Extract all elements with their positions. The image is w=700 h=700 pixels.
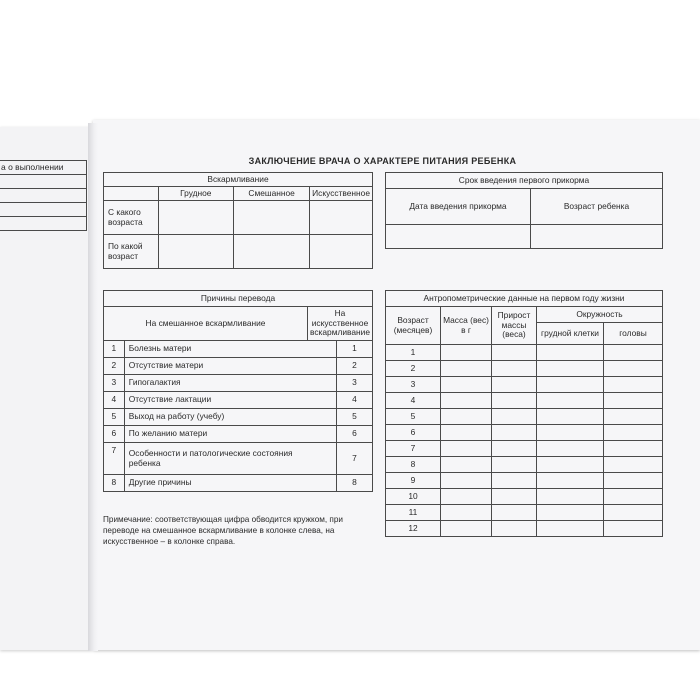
- anthro-cell: [492, 409, 537, 425]
- anthro-cell: [537, 505, 604, 521]
- footnote: Примечание: соответствующая цифра обводится кружком, при переводе на смешанное вскармливание в колонке слева, на искусственное – в колонке справа.: [103, 515, 343, 547]
- anthro-cell: [537, 377, 604, 393]
- reason-spacer: [307, 375, 336, 392]
- anthro-cell: [537, 441, 604, 457]
- complementary-table: [385, 172, 663, 249]
- anthro-cell: [441, 377, 492, 393]
- page-title: ЗАКЛЮЧЕНИЕ ВРАЧА О ХАРАКТЕРЕ ПИТАНИЯ РЕБЕНКА: [248, 156, 517, 166]
- reason-text: Другие причины: [124, 475, 307, 492]
- anthro-cell: [492, 425, 537, 441]
- anthro-cell: [441, 409, 492, 425]
- anthro-cell: [537, 393, 604, 409]
- feeding-cell: [234, 201, 310, 235]
- anthro-cell: [604, 393, 663, 409]
- book-gutter: [88, 123, 98, 651]
- anthro-cell: [441, 521, 492, 537]
- anthro-cell: [441, 425, 492, 441]
- anthro-cell: [604, 521, 663, 537]
- reason-number-left: 8: [104, 475, 125, 492]
- reason-text: Болезнь матери: [124, 341, 307, 358]
- reason-text: По желанию матери: [124, 426, 307, 443]
- reason-number-left: 6: [104, 426, 125, 443]
- left-page-row: [0, 217, 87, 231]
- left-page-row: [0, 175, 87, 189]
- reason-number-left: 3: [104, 375, 125, 392]
- feeding-col-artificial: Искусственное: [310, 187, 373, 201]
- feeding-cell: [310, 235, 373, 269]
- reason-text: Выход на работу (учебу): [124, 409, 307, 426]
- reasons-heading: Причины перевода: [104, 291, 373, 307]
- anthro-cell: [537, 489, 604, 505]
- complementary-cell: [386, 225, 531, 249]
- left-page: [0, 127, 92, 650]
- anthro-month: 10: [386, 489, 441, 505]
- anthro-cell: [441, 441, 492, 457]
- anthro-cell: [441, 457, 492, 473]
- anthro-cell: [441, 393, 492, 409]
- feeding-cell: [234, 235, 310, 269]
- anthro-col-gain: Прирост массы (веса): [492, 307, 537, 345]
- feeding-col-breast: Грудное: [158, 187, 234, 201]
- reason-number-right: 3: [336, 375, 372, 392]
- anthro-cell: [537, 361, 604, 377]
- left-page-row: [0, 203, 87, 217]
- feeding-cell: [310, 201, 373, 235]
- anthro-cell: [492, 361, 537, 377]
- feeding-heading: Вскармливание: [104, 173, 373, 187]
- anthro-month: 4: [386, 393, 441, 409]
- reason-spacer: [307, 358, 336, 375]
- anthro-cell: [604, 441, 663, 457]
- anthro-cell: [492, 393, 537, 409]
- anthro-cell: [537, 345, 604, 361]
- anthro-cell: [604, 505, 663, 521]
- anthro-cell: [492, 489, 537, 505]
- anthro-month: 12: [386, 521, 441, 537]
- anthro-cell: [604, 489, 663, 505]
- reason-number-right: 5: [336, 409, 372, 426]
- feeding-cell: [158, 235, 234, 269]
- anthro-cell: [604, 345, 663, 361]
- left-page-row: [0, 189, 87, 203]
- anthro-cell: [492, 345, 537, 361]
- reason-number-right: 8: [336, 475, 372, 492]
- anthro-month: 8: [386, 457, 441, 473]
- reason-number-right: 2: [336, 358, 372, 375]
- feeding-corner: [104, 187, 159, 201]
- anthro-cell: [537, 521, 604, 537]
- anthro-month: 7: [386, 441, 441, 457]
- reason-spacer: [307, 341, 336, 358]
- reason-spacer: [307, 392, 336, 409]
- complementary-col-age: Возраст ребенка: [531, 189, 663, 225]
- anthro-month: 5: [386, 409, 441, 425]
- left-page-table: [0, 160, 87, 231]
- reason-spacer: [307, 409, 336, 426]
- reason-number-left: 4: [104, 392, 125, 409]
- reasons-col-artificial: На искусственное вскармливание: [307, 307, 372, 341]
- reason-text: Отсутствие лактации: [124, 392, 307, 409]
- anthro-cell: [537, 425, 604, 441]
- reason-number-right: 7: [336, 443, 372, 475]
- anthro-cell: [441, 505, 492, 521]
- anthro-cell: [604, 425, 663, 441]
- anthro-cell: [604, 457, 663, 473]
- anthro-cell: [441, 345, 492, 361]
- reason-text: Гипогалактия: [124, 375, 307, 392]
- anthro-month: 11: [386, 505, 441, 521]
- anthro-month: 2: [386, 361, 441, 377]
- reason-spacer: [307, 475, 336, 492]
- anthro-cell: [492, 521, 537, 537]
- feeding-col-mixed: Смешанное: [234, 187, 310, 201]
- anthro-col-head: головы: [604, 323, 663, 345]
- reason-number-left: 1: [104, 341, 125, 358]
- reason-number-right: 4: [336, 392, 372, 409]
- reason-spacer: [307, 426, 336, 443]
- anthro-cell: [492, 377, 537, 393]
- anthro-cell: [492, 473, 537, 489]
- anthro-cell: [604, 377, 663, 393]
- anthro-col-mass: Масса (вес) в г: [441, 307, 492, 345]
- reason-number-right: 1: [336, 341, 372, 358]
- feeding-table: [103, 172, 373, 269]
- reason-text: Особенности и патологические состояния ребенка: [124, 443, 307, 475]
- anthro-month: 3: [386, 377, 441, 393]
- anthro-cell: [604, 361, 663, 377]
- reason-spacer: [307, 443, 336, 475]
- anthro-cell: [604, 473, 663, 489]
- anthro-cell: [441, 489, 492, 505]
- anthro-col-circumference: Окружность: [537, 307, 663, 323]
- anthro-col-age: Возраст (месяцев): [386, 307, 441, 345]
- anthro-cell: [441, 361, 492, 377]
- anthro-month: 6: [386, 425, 441, 441]
- reason-text: Отсутствие матери: [124, 358, 307, 375]
- feeding-row-to: По какой возраст: [104, 235, 159, 269]
- left-page-header: а о выполнении: [0, 161, 87, 175]
- anthro-cell: [441, 473, 492, 489]
- reasons-table: [103, 290, 373, 492]
- feeding-row-from: С какого возраста: [104, 201, 159, 235]
- feeding-cell: [158, 201, 234, 235]
- reason-number-left: 7: [104, 443, 125, 475]
- complementary-cell: [531, 225, 663, 249]
- reason-number-left: 2: [104, 358, 125, 375]
- anthro-cell: [537, 409, 604, 425]
- complementary-heading: Срок введения первого прикорма: [386, 173, 663, 189]
- anthro-cell: [537, 473, 604, 489]
- anthro-cell: [492, 505, 537, 521]
- anthro-col-chest: грудной клетки: [537, 323, 604, 345]
- anthro-cell: [492, 457, 537, 473]
- anthro-month: 9: [386, 473, 441, 489]
- reason-number-left: 5: [104, 409, 125, 426]
- reasons-col-mixed: На смешанное вскармливание: [104, 307, 308, 341]
- anthro-cell: [604, 409, 663, 425]
- anthro-heading: Антропометрические данные на первом году жизни: [386, 291, 663, 307]
- anthro-cell: [492, 441, 537, 457]
- complementary-col-date: Дата введения прикорма: [386, 189, 531, 225]
- reason-number-right: 6: [336, 426, 372, 443]
- anthro-table: [385, 290, 663, 537]
- anthro-month: 1: [386, 345, 441, 361]
- anthro-cell: [537, 457, 604, 473]
